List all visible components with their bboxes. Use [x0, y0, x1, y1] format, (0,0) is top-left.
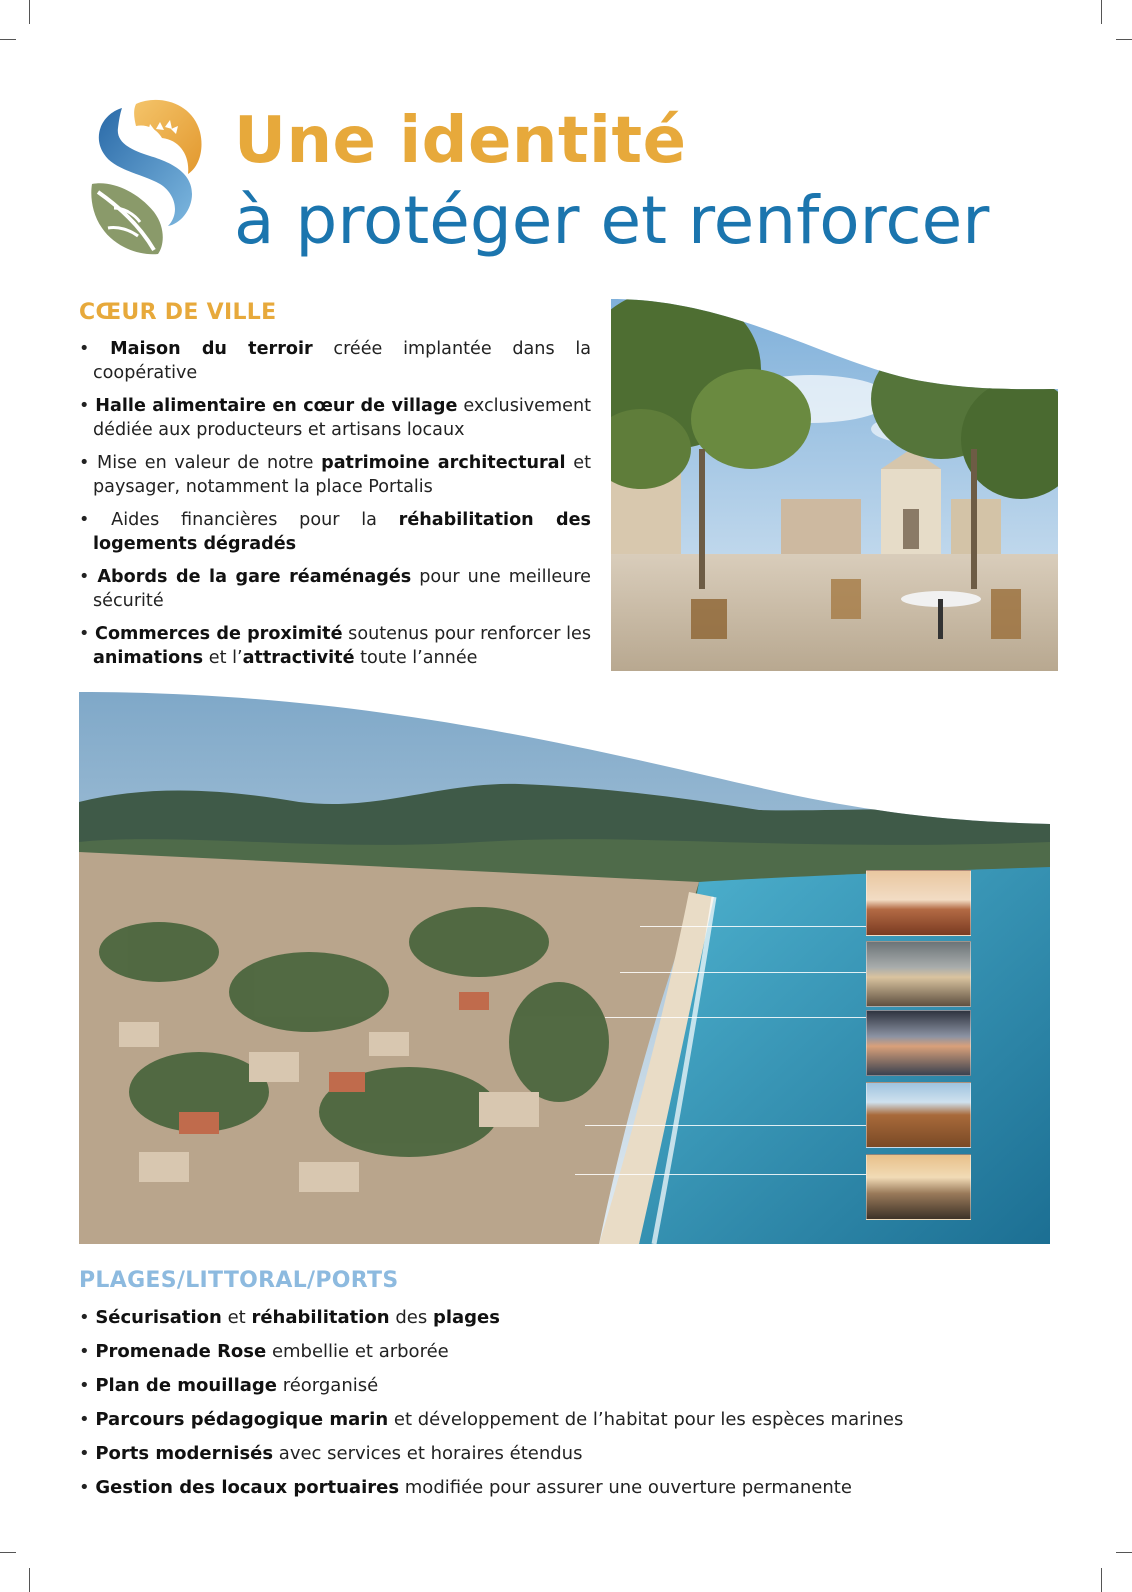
- bold-text: Ports modernisés: [95, 1443, 274, 1464]
- list-item: • Mise en valeur de notre patrimoine architectural et paysager, notamment la place Portalis: [79, 453, 591, 497]
- text: soutenus pour renforcer les: [342, 624, 591, 644]
- bold-text: réhabilitation: [251, 1307, 390, 1328]
- thumbnail-sunset-deck: [866, 870, 971, 936]
- thumbnail-beach-lounge: [866, 1154, 971, 1220]
- list-item: • Plan de mouillage réorganisé: [79, 1375, 379, 1396]
- text: et développement de l’habitat pour les espèces marines: [388, 1409, 904, 1430]
- text: et paysager, notamment la place Portalis: [93, 453, 591, 497]
- crop-mark-top-left-v: [29, 0, 30, 24]
- street-square-photo: [611, 299, 1058, 671]
- leader-line: [620, 972, 866, 973]
- text: avec services et horaires étendus: [273, 1443, 583, 1464]
- bold-text: Commerces de proximité: [95, 624, 343, 644]
- sun-wave-leaf-logo-icon: [88, 96, 206, 256]
- text: et: [221, 1307, 252, 1328]
- leader-line: [585, 1125, 866, 1126]
- list-item: • Sécurisation et réhabilitation des plages: [79, 1307, 500, 1328]
- bold-text: Maison du terroir: [110, 339, 313, 359]
- thumbnail-promenade: [866, 941, 971, 1007]
- bold-text: animations: [93, 648, 204, 668]
- list-item: • Aides financières pour la réhabilitation des logements dégradés: [79, 510, 591, 554]
- text: embellie et arborée: [266, 1341, 449, 1362]
- bold-text: attractivité: [242, 648, 355, 668]
- list-item: • Abords de la gare réaménagés pour une meilleure sécurité: [79, 567, 591, 611]
- leader-line: [575, 1174, 866, 1175]
- plages-heading: PLAGES/LITTORAL/PORTS: [79, 1268, 399, 1293]
- list-item: • Maison du terroir créée implantée dans la coopérative: [79, 339, 591, 383]
- text: et l’: [203, 648, 243, 668]
- crop-mark-top-right-v: [1101, 0, 1102, 24]
- crop-mark-bottom-left-v: [29, 1568, 30, 1592]
- text: Aides financières pour la: [111, 510, 399, 530]
- coeur-de-ville-heading: CŒUR DE VILLE: [79, 300, 277, 325]
- crop-mark-bottom-right-v: [1101, 1568, 1102, 1592]
- bold-text: Plan de mouillage: [95, 1375, 277, 1396]
- list-item: • Ports modernisés avec services et horaires étendus: [79, 1443, 583, 1464]
- title-line-1: Une identité: [234, 104, 687, 178]
- list-item: • Gestion des locaux portuaires modifiée pour assurer une ouverture permanente: [79, 1477, 852, 1498]
- crop-mark-bottom-right-h: [1116, 1552, 1132, 1553]
- title-line-2: à protéger et renforcer: [234, 182, 990, 259]
- text: réorganisé: [276, 1375, 379, 1396]
- list-item: • Halle alimentaire en cœur de village exclusivement dédiée aux producteurs et artisans locaux: [79, 396, 591, 440]
- leader-line: [605, 1017, 866, 1018]
- bold-text: réhabilitation des logements dégradés: [93, 510, 591, 554]
- bold-text: Abords de la gare réaménagés: [97, 567, 412, 587]
- bold-text: Promenade Rose: [95, 1341, 267, 1362]
- list-item: • Parcours pédagogique marin et développement de l’habitat pour les espèces marines: [79, 1409, 904, 1430]
- bold-text: Parcours pédagogique marin: [95, 1409, 389, 1430]
- bold-text: Sécurisation: [95, 1307, 222, 1328]
- crop-mark-bottom-left-h: [0, 1552, 16, 1553]
- coeur-de-ville-list: [79, 337, 591, 679]
- text: toute l’année: [354, 648, 478, 668]
- text: Mise en valeur de notre: [97, 453, 322, 473]
- crop-mark-top-right-h: [1116, 39, 1132, 40]
- bold-text: Gestion des locaux portuaires: [95, 1477, 400, 1498]
- text: pour une meilleure sécurité: [93, 567, 591, 611]
- text: exclusivement dédiée aux producteurs et artisans locaux: [93, 396, 591, 440]
- text: modifiée pour assurer une ouverture permanente: [399, 1477, 852, 1498]
- thumbnail-sea-benches: [866, 1010, 971, 1076]
- crop-mark-top-left-h: [0, 39, 16, 40]
- thumbnail-wooden-kiosk: [866, 1082, 971, 1148]
- list-item: • Commerces de proximité soutenus pour renforcer les animations et l’attractivité toute l’année: [79, 624, 591, 668]
- text: des: [389, 1307, 433, 1328]
- plages-list: [79, 1306, 1039, 1510]
- bold-text: patrimoine architectural: [321, 453, 566, 473]
- leader-line: [640, 926, 866, 927]
- list-item: • Promenade Rose embellie et arborée: [79, 1341, 449, 1362]
- bold-text: plages: [432, 1307, 500, 1328]
- text: créée implantée dans la coopérative: [93, 339, 591, 383]
- bold-text: Halle alimentaire en cœur de village: [95, 396, 458, 416]
